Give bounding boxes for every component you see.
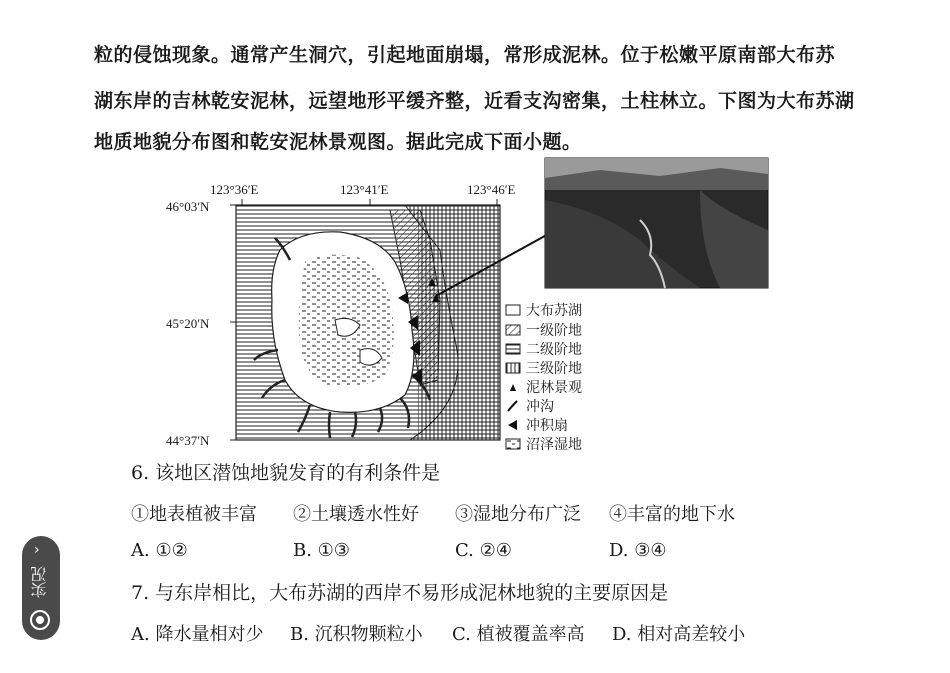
- q7-option-c: C. 植被覆盖率高: [452, 624, 585, 645]
- photo-pointer-line: [436, 232, 552, 296]
- q7-option-a: A. 降水量相对少: [131, 624, 264, 645]
- marsh-area: [299, 255, 394, 388]
- lon-label-3: 123°46′E: [467, 182, 516, 197]
- lake-island: [360, 349, 382, 366]
- q6-option-a: A. ①②: [131, 540, 188, 561]
- fan-shape-icon: [505, 419, 521, 431]
- legend-alluvial-fan: 冲积扇: [505, 415, 568, 435]
- lake-area: [272, 232, 414, 413]
- mud-forest-photo: [545, 158, 768, 288]
- live-photo-badge[interactable]: [22, 536, 60, 640]
- q6-option-b: B. ①③: [293, 540, 350, 561]
- passage-line-1: 粒的侵蚀现象。通常产生洞穴，引起地面崩塌，常形成泥林。位于松嫩平原南部大布苏: [94, 44, 836, 66]
- legend-mud-forest: 泥林景观: [505, 377, 582, 397]
- marsh-box-icon: [505, 438, 521, 450]
- legend-marsh: 沼泽湿地: [505, 434, 582, 454]
- triangle-icon: [505, 381, 521, 393]
- lat-label-2: 45°20′N: [166, 316, 210, 331]
- q6-condition-3: ③湿地分布广泛: [455, 504, 581, 525]
- legend-lake: 大布苏湖: [505, 300, 582, 320]
- lon-label-1: 123°36′E: [210, 182, 259, 197]
- tertiary-terrace-area: [405, 205, 500, 440]
- q6-condition-2: ②土壤透水性好: [293, 504, 419, 525]
- passage-line-3: 地质地貌分布图和乾安泥林景观图。据此完成下面小题。: [94, 131, 582, 153]
- q7-stem: 7. 与东岸相比，大布苏湖的西岸不易形成泥林地貌的主要原因是: [131, 582, 669, 604]
- blank-box-icon: [505, 304, 521, 316]
- vertical-hatch-box-icon: [505, 362, 521, 374]
- q6-option-c: C. ②④: [455, 540, 512, 561]
- diagonal-hatch-box-icon: [505, 324, 521, 336]
- lat-label-1: 46°03′N: [166, 199, 210, 214]
- passage-line-2: 湖东岸的吉林乾安泥林，远望地形平缓齐整，近看支沟密集，土柱林立。下图为大布苏湖: [94, 90, 855, 112]
- legend-first-terrace: 一级阶地: [505, 320, 582, 340]
- horizontal-hatch-box-icon: [505, 343, 521, 355]
- q6-stem: 6. 该地区潜蚀地貌发育的有利条件是: [131, 462, 441, 484]
- live-photo-icon: [30, 610, 50, 630]
- secondary-terrace-area: [236, 205, 500, 440]
- legend-second-terrace: 二级阶地: [505, 339, 582, 359]
- lon-label-2: 123°41′E: [340, 182, 389, 197]
- q7-option-b: B. 沉积物颗粒小: [290, 624, 423, 645]
- lat-label-3: 44°37′N: [166, 433, 210, 448]
- alluvial-fans: [398, 292, 422, 384]
- legend-third-terrace: 三级阶地: [505, 358, 582, 378]
- live-photo-label: 实况: [30, 566, 49, 598]
- legend-gully: 冲沟: [505, 396, 554, 416]
- chevron-right-icon: ›: [34, 542, 40, 558]
- lake-island: [335, 318, 360, 336]
- q6-condition-4: ④丰富的地下水: [609, 504, 735, 525]
- gully-line-icon: [505, 400, 521, 412]
- mud-forest-markers: [428, 278, 440, 302]
- q7-option-d: D. 相对高差较小: [612, 624, 746, 645]
- map-ticks: [230, 199, 497, 440]
- q6-condition-1: ①地表植被丰富: [131, 504, 257, 525]
- gully-lines: [254, 238, 430, 438]
- first-terrace-area: [390, 210, 440, 385]
- q6-option-d: D. ③④: [609, 540, 667, 561]
